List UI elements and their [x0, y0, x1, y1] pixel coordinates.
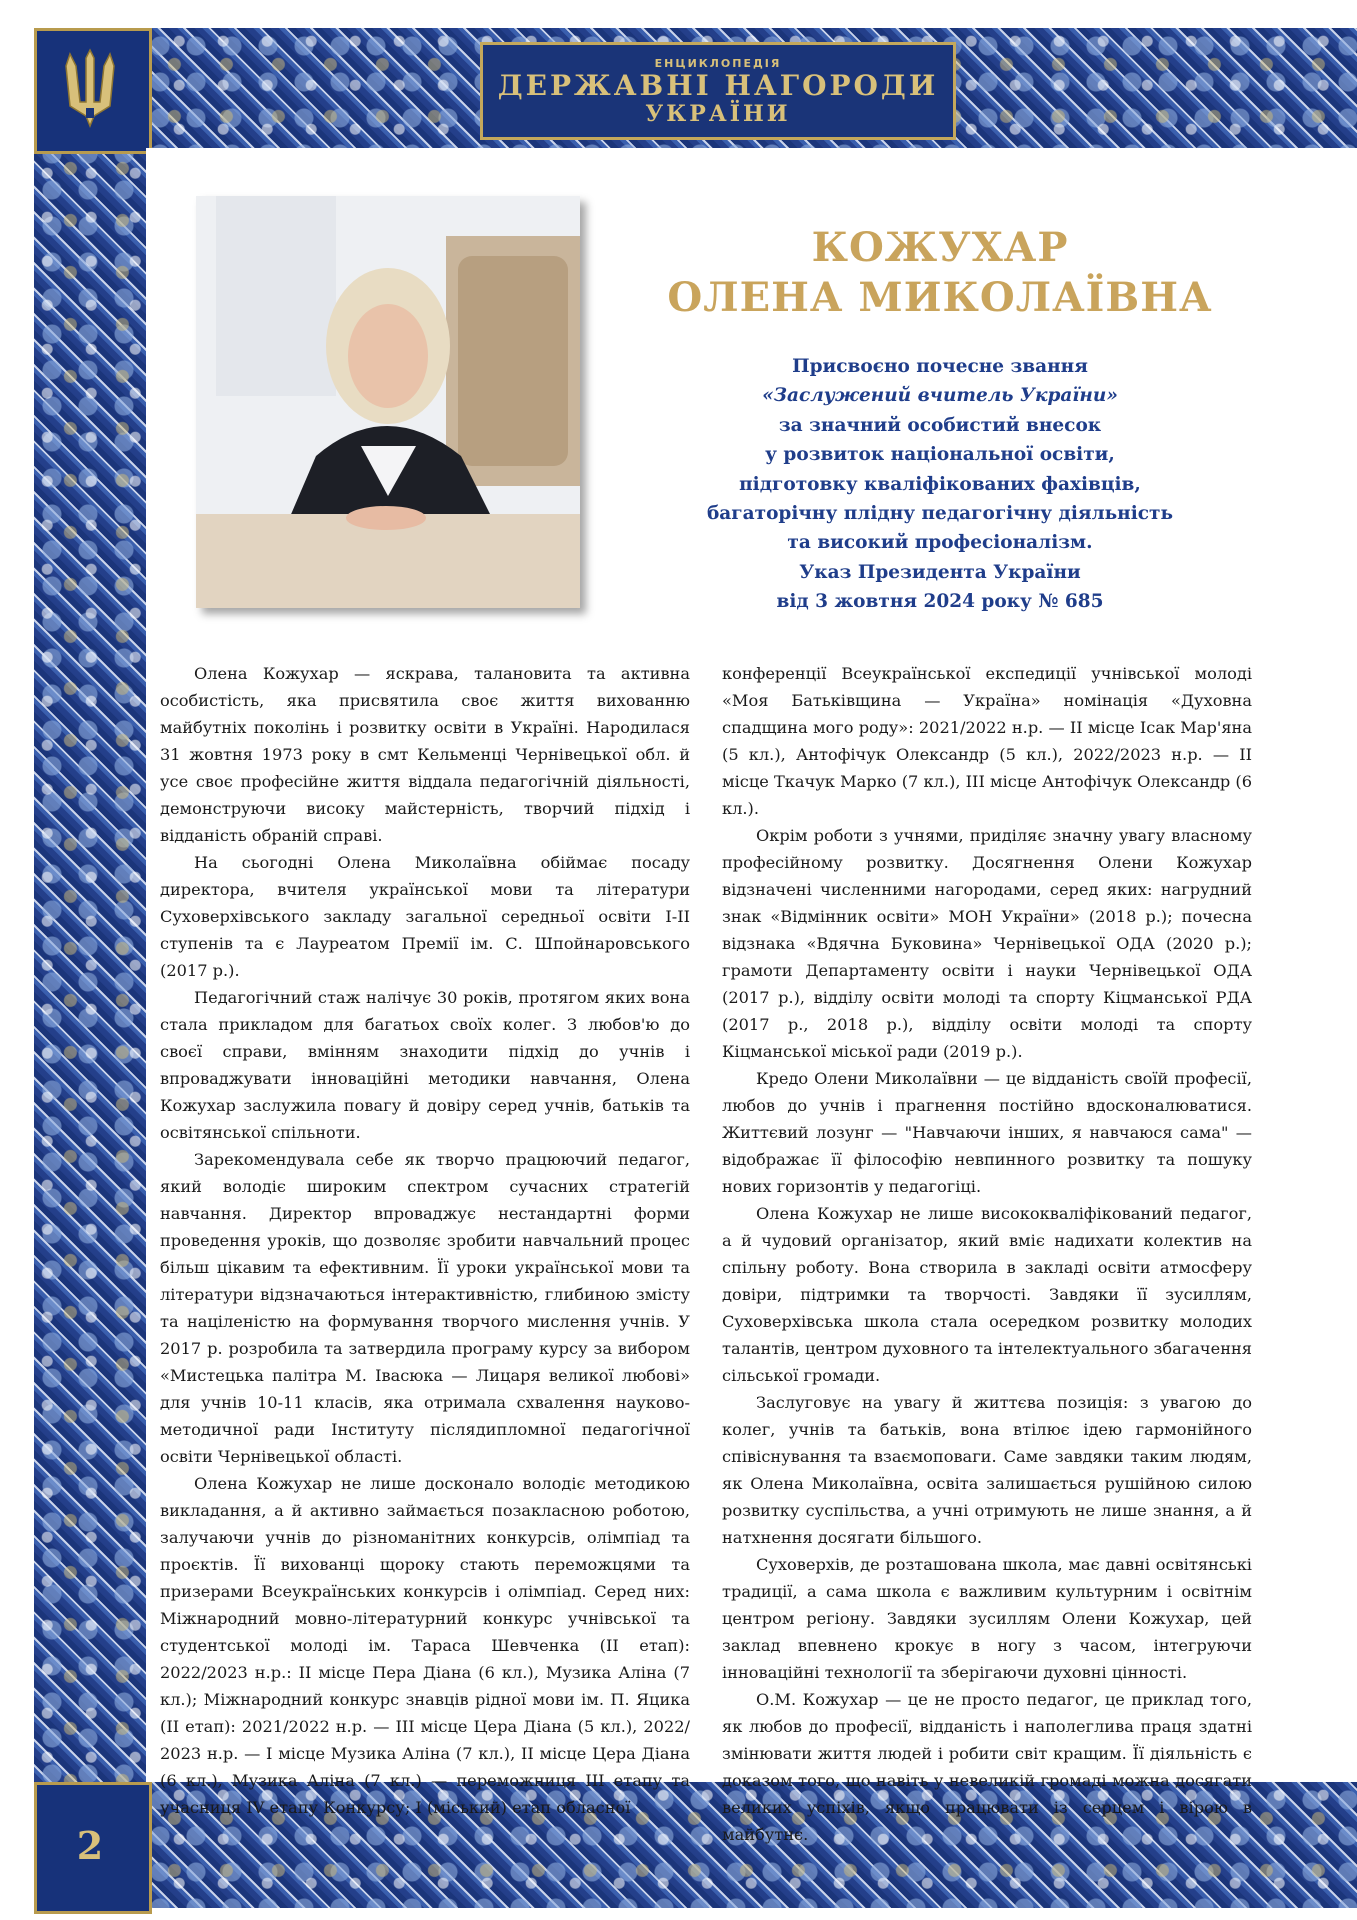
award-line: за значний особистий внесок [778, 414, 1102, 436]
body-paragraph: Олена Кожухар не лише висококваліфікований педагог, а й чудовий організатор, який вміє надихати колектив на спільну роботу. Вона створила в закладі освіти атмосферу довіри, підтримки та творчості. Завдяки її зусиллям, Суховерхівська школа стала осередком розвитку молодих талантів, центром духовного та інтелектуального збагачення сільської громади. [722, 1204, 1252, 1385]
person-surname: КОЖУХАР [811, 224, 1069, 271]
award-line: Указ Президента України [799, 561, 1081, 583]
body-paragraph: Заслуговує на увагу й життєва позиція: з увагою до колег, учнів та батьків, вона втілює ідею гармонійного співіснування та взаємоповаги. Саме завдяки таким людям, як Олена Миколаївна, освіта залишається рушійною силою розвитку суспільства, а учні отримують не лише знання, а й натхнення досягати більшого. [722, 1393, 1252, 1547]
body-paragraph: Педагогічний стаж налічує 30 років, протягом яких вона стала прикладом для багатьох своїх колег. З любов'ю до своєї справи, вмінням знаходити підхід до учнів і впроваджувати інноваційні методики навчання, Олена Кожухар заслужила повагу й довіру серед учнів, батьків та освітянської спільноти. [160, 988, 690, 1142]
body-column-left [160, 660, 690, 1821]
portrait-photo [196, 196, 580, 608]
body-paragraph: Зарекомендувала себе як творчо працюючий педагог, який володіє широким спектром сучасних стратегій навчання. Директор впроваджує нестандартні форми проведення уроків, що дозволяє зробити навчальний процес більш цікавим та ефективним. Її уроки української мови та літератури відзначаються інтерактивністю, глибиною змісту та націленістю на формування творчого мислення учнів. У 2017 р. розробила та затвердила програму курсу за вибором «Мистецька палітра М. Івасюка — Лицаря великої любові» для учнів 10-11 класів, яка отримала схвалення науково-методичної ради Інституту післядипломної педагогічної освіти Чернівецької області. [160, 1150, 690, 1466]
award-line: багаторічну плідну педагогічну діяльність [706, 503, 1174, 525]
body-paragraph: Олена Кожухар не лише досконало володіє методикою викладання, а й активно займається позакласною роботою, залучаючи учнів до різноманітних конкурсів, олімпіад та проєктів. Її вихованці щороку стають переможцями та призерами Всеукраїнських конкурсів і олімпіад. Серед них: Міжнародний мовно-літературний конкурс учнівської та студентської молоді ім. Тараса Шевченка (II етап): 2022/2023 н.р.: II місце Пера Діана (6 кл.), Музика Аліна (7 кл.); Міжнародний конкурс знавців рідної мови ім. П. Яцика (II етап): 2021/2022 н.р. — III місце Цера Діана (5 кл.), 2022/ 2023 н.р. — I місце Музика Аліна (7 кл.), II місце Цера Діана (6 кл.), Музика Аліна (7 кл.) — переможниця III етапу та учасниця IV етапу Конкурсу; I (міський) етап обласної [160, 1474, 690, 1817]
body-paragraph: Кредо Олени Миколаївни — це відданість своїй професії, любов до учнів і прагнення постійно вдосконалюватися. Життєвий лозунг — "Навчаючи інших, я навчаюся сама" — відображає її філософію невпинного розвитку та пошуку нових горизонтів у педагогіці. [722, 1069, 1252, 1196]
body-paragraph: конференції Всеукраїнської експедиції учнівської молоді «Моя Батьківщина — Україна» номінація «Духовна спадщина мого роду»: 2021/2022 н.р. — II місце Ісак Мар'яна (5 кл.), Антофічук Олександр (5 кл.), 2022/2023 н.р. — II місце Ткачук Марко (7 кл.), III місце Антофічук Олександр (6 кл.). [722, 664, 1252, 818]
award-line: та високий професіоналізм. [787, 532, 1093, 554]
award-line: «Заслужений вчитель України» [762, 385, 1118, 407]
body-paragraph: На сьогодні Олена Миколаївна обіймає посаду директора, вчителя української мови та літератури Суховерхівського закладу загальної середньої освіти I-II ступенів та є Лауреатом Премії ім. С. Шпойнаровського (2017 р.). [160, 853, 690, 980]
trident-icon [34, 28, 146, 148]
header-line-encyclopedia: ЕНЦИКЛОПЕДІЯ [654, 56, 782, 70]
person-given-names: ОЛЕНА МИКОЛАЇВНА [667, 274, 1213, 321]
ornament-border-left [34, 28, 146, 1908]
body-paragraph: Олена Кожухар — яскрава, талановита та активна особистість, яка присвятила своє життя вихованню майбутніх поколінь і розвитку освіти в Україні. Народилася 31 жовтня 1973 року в смт Кельменці Чернівецької обл. й усе своє професійне життя віддала педагогічній діяльності, демонструючи високу майстерність, творчий підхід і відданість обраній справі. [160, 664, 690, 845]
award-line: від 3 жовтня 2024 року № 685 [776, 591, 1104, 613]
body-paragraph: Окрім роботи з учнями, приділяє значну увагу власному професійному розвитку. Досягнення Олени Кожухар відзначені численними нагородами, серед яких: нагрудний знак «Відмінник освіти» МОН України» (2018 р.); почесна відзнака «Вдячна Буковина» Чернівецької ОДА (2020 р.); грамоти Департаменту освіти і науки Чернівецької ОДА (2017 р.), відділу освіти молоді та спорту Кіцманської РДА (2017 р., 2018 р.), відділу освіти молоді та спорту Кіцманської міської ради (2019 р.). [722, 826, 1252, 1061]
award-statement [640, 352, 1240, 617]
award-line: підготовку кваліфікованих фахівців, [739, 473, 1141, 495]
page-number: 2 [76, 1822, 104, 1868]
header-line-awards: ДЕРЖАВНІ НАГОРОДИ [497, 68, 939, 102]
award-line: у розвиток національної освіти, [765, 444, 1115, 466]
body-paragraph: Суховерхів, де розташована школа, має давні освітянські традиції, а сама школа є важливим культурним і освітнім центром регіону. Завдяки зусиллям Олени Кожухар, цей заклад впевнено крокує в ногу з часом, інтегруючи інноваційні технології та зберігаючи духовні цінності. [722, 1555, 1252, 1682]
award-line: Присвоєно почесне звання [792, 356, 1088, 377]
body-paragraph: О.М. Кожухар — це не просто педагог, це приклад того, як любов до професії, відданість і наполеглива праця здатні змінювати життя людей і робити світ кращим. Її діяльність є доказом того, що навіть у невеликій громаді можна досягати великих успіхів, якщо працювати із серцем і вірою в майбутнє. [722, 1690, 1252, 1844]
header-title [480, 42, 956, 140]
body-column-right [722, 660, 1252, 1848]
header-line-country: УКРАЇНИ [645, 100, 791, 127]
